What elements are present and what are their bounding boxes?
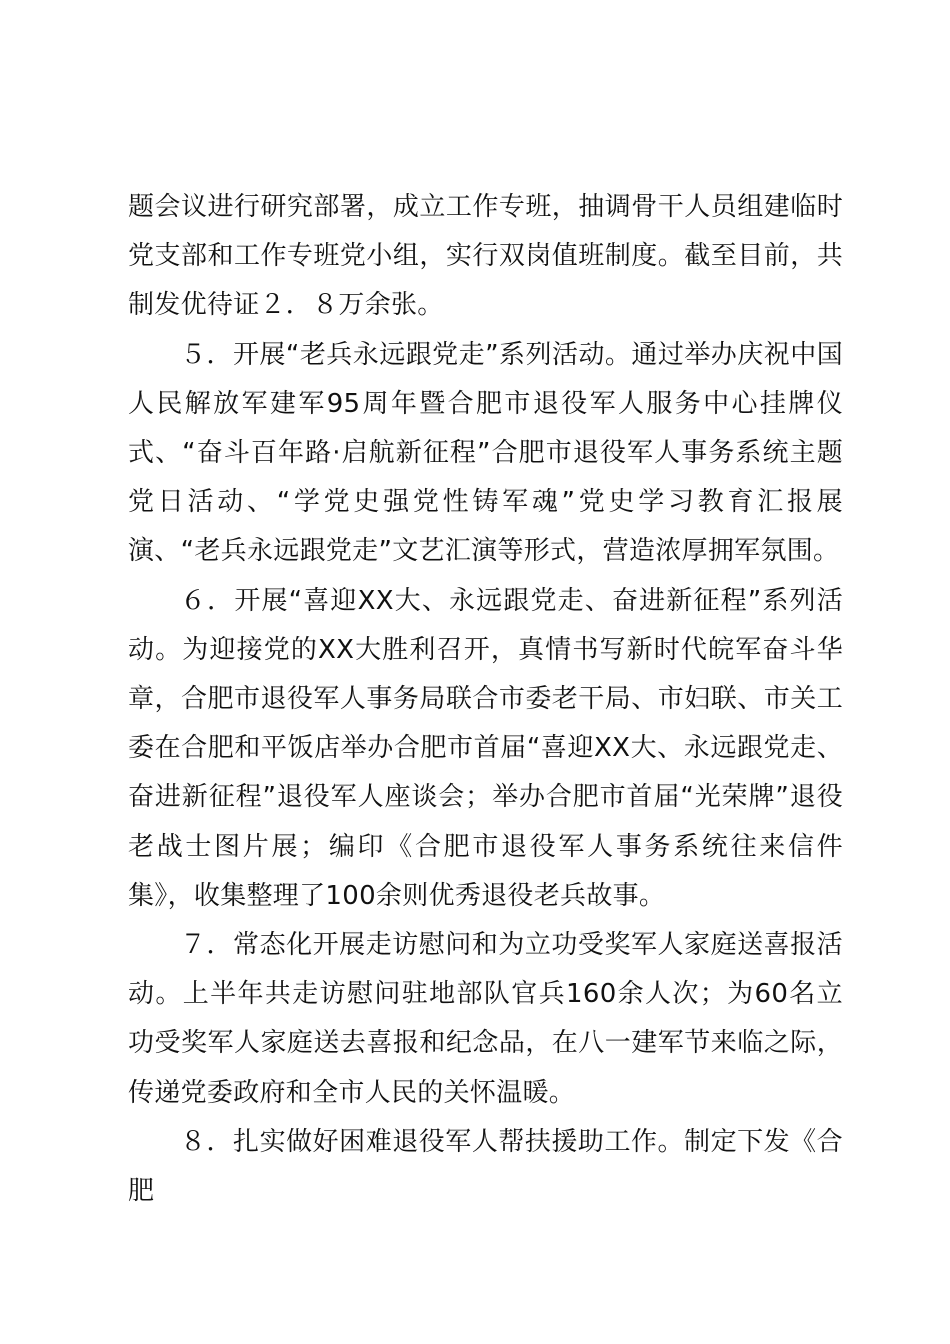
- paragraph-item-8: ８．扎实做好困难退役军人帮扶援助工作。制定下发《合肥: [128, 1126, 843, 1207]
- paragraph-continuation: 题会议进行研究部署，成立工作专班，抽调骨干人员组建临时党支部和工作专班党小组，实行双岗值班制度。截至目前，共制发优待证２．８万余张。: [128, 192, 843, 321]
- paragraph-item-5: ５．开展“老兵永远跟党走”系列活动。通过举办庆祝中国人民解放军建军95周年暨合肥市退役军人服务中心挂牌仪式、“奋斗百年路·启航新征程”合肥市退役军人事务系统主题党日活动、“学党史强党性铸军魂”党史学习教育汇报展演、“老兵永远跟党走”文艺汇演等形式，营造浓厚拥军氛围。: [128, 339, 843, 567]
- document-page: [128, 183, 843, 1216]
- paragraph-item-7: ７．常态化开展走访慰问和为立功受奖军人家庭送喜报活动。上半年共走访慰问驻地部队官兵160余人次；为60名立功受奖军人家庭送去喜报和纪念品，在八一建军节来临之际，传递党委政府和全市人民的关怀温暖。: [128, 930, 843, 1108]
- paragraph-item-6: ６．开展“喜迎XX大、永远跟党走、奋进新征程”系列活动。为迎接党的XX大胜利召开，真情书写新时代皖军奋斗华章，合肥市退役军人事务局联合市委老干局、市妇联、市关工委在合肥和平饭店举办合肥市首届“喜迎XX大、永远跟党走、奋进新征程”退役军人座谈会；举办合肥市首届“光荣牌”退役老战士图片展；编印《合肥市退役军人事务系统往来信件集》，收集整理了100余则优秀退役老兵故事。: [128, 585, 843, 911]
